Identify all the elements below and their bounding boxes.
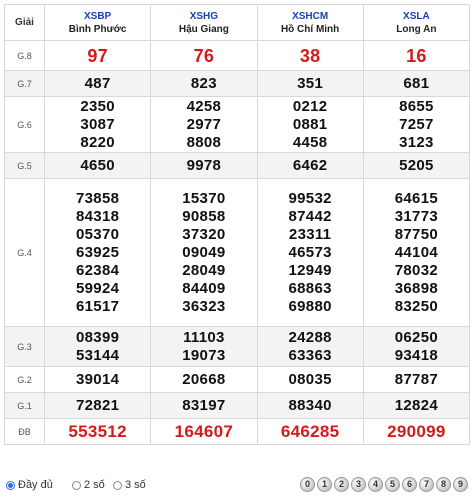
result-cell: [45, 41, 151, 71]
province-header-hg[interactable]: [151, 5, 257, 41]
result-number: 11103: [183, 328, 225, 346]
province-name: Bình Phước: [68, 23, 127, 35]
result-number: 6462: [292, 156, 328, 174]
prize-row: [5, 179, 470, 327]
result-cell: [45, 367, 151, 393]
prize-row: [5, 419, 470, 445]
header-row: [5, 5, 470, 41]
result-cell: [363, 97, 469, 153]
result-cell: [151, 179, 257, 327]
result-number: 84409: [182, 279, 226, 297]
result-cell: [151, 419, 257, 445]
result-number: 823: [190, 74, 217, 92]
result-cell: [363, 367, 469, 393]
digit-ball[interactable]: 9: [453, 477, 468, 492]
result-cell: [151, 41, 257, 71]
results-body: [5, 41, 470, 445]
result-cell: [363, 71, 469, 97]
option-3-digits[interactable]: [113, 479, 146, 491]
result-cell: [151, 97, 257, 153]
prize-label: G.4: [5, 179, 45, 327]
result-number: 69880: [288, 297, 332, 315]
result-number: 87442: [288, 207, 332, 225]
result-number: 73858: [76, 189, 120, 207]
digit-ball[interactable]: 7: [419, 477, 434, 492]
result-number: 16: [406, 45, 427, 66]
result-cell: [257, 419, 363, 445]
result-number: 553512: [68, 421, 127, 441]
result-number: 59924: [76, 279, 120, 297]
result-number: 646285: [280, 421, 340, 441]
result-number: 2977: [186, 115, 222, 133]
result-number: 90858: [182, 207, 226, 225]
result-number: 61517: [76, 297, 120, 315]
digit-ball[interactable]: 6: [402, 477, 417, 492]
result-number: 2350: [80, 97, 115, 115]
display-options-bar: [4, 477, 470, 497]
option-full-label: Đầy đủ: [18, 479, 53, 491]
result-cell: [257, 71, 363, 97]
option-3-digits-label: 3 số: [125, 479, 146, 491]
result-number: 5205: [399, 156, 434, 174]
result-number: 08035: [288, 370, 332, 388]
result-number: 9978: [186, 156, 222, 174]
result-number: 78032: [394, 261, 438, 279]
result-cell: [363, 153, 469, 179]
result-number: 93418: [394, 346, 438, 364]
result-number: 4258: [186, 97, 222, 115]
result-cell: [257, 393, 363, 419]
digit-ball[interactable]: 8: [436, 477, 451, 492]
result-number: 8655: [399, 97, 434, 115]
result-number: 164607: [174, 421, 234, 441]
digit-ball[interactable]: 3: [351, 477, 366, 492]
result-number: 64615: [394, 189, 438, 207]
result-number: 09049: [182, 243, 226, 261]
prize-row: [5, 327, 470, 367]
prize-row: [5, 367, 470, 393]
prize-label: G.8: [5, 41, 45, 71]
province-name: Long An: [396, 23, 437, 35]
result-number: 487: [84, 74, 111, 92]
province-name: Hậu Giang: [178, 23, 229, 35]
prize-row: [5, 41, 470, 71]
result-number: 76: [193, 45, 215, 66]
result-cell: [151, 71, 257, 97]
result-cell: [151, 327, 257, 367]
result-number: 351: [297, 74, 324, 92]
result-cell: [257, 327, 363, 367]
result-number: 20668: [182, 370, 226, 388]
option-2-digits[interactable]: [72, 479, 105, 491]
result-cell: [363, 393, 469, 419]
result-number: 3123: [399, 133, 434, 151]
prize-label: G.2: [5, 367, 45, 393]
result-number: 06250: [394, 328, 438, 346]
result-number: 97: [87, 45, 108, 66]
prize-label: ĐB: [5, 419, 45, 445]
radio-3-digits[interactable]: [113, 481, 122, 490]
result-number: 31773: [394, 207, 438, 225]
result-number: 99532: [288, 189, 332, 207]
province-name: Hồ Chí Minh: [280, 23, 340, 35]
result-number: 83250: [394, 297, 438, 315]
radio-full[interactable]: [6, 481, 15, 490]
result-number: 4650: [80, 156, 115, 174]
result-cell: [45, 179, 151, 327]
result-number: 83197: [182, 396, 226, 414]
result-cell: [45, 153, 151, 179]
result-cell: [45, 71, 151, 97]
radio-2-digits[interactable]: [72, 481, 81, 490]
province-code[interactable]: XSHG: [189, 10, 219, 22]
result-number: 28049: [182, 261, 226, 279]
result-number: 08399: [76, 328, 120, 346]
province-header-bp[interactable]: [45, 5, 151, 41]
result-number: 290099: [387, 421, 446, 441]
digit-ball[interactable]: 0: [300, 477, 315, 492]
result-number: 3087: [80, 115, 115, 133]
result-cell: [257, 179, 363, 327]
result-number: 53144: [76, 346, 120, 364]
province-code[interactable]: XSLA: [403, 10, 430, 22]
result-number: 0881: [292, 115, 328, 133]
result-number: 24288: [288, 328, 332, 346]
result-cell: [363, 179, 469, 327]
prize-label: G.7: [5, 71, 45, 97]
digit-filter-balls: [298, 477, 468, 492]
result-cell: [257, 153, 363, 179]
result-cell: [45, 97, 151, 153]
result-number: 8220: [80, 133, 115, 151]
result-cell: [363, 419, 469, 445]
result-number: 05370: [76, 225, 120, 243]
result-number: 87750: [394, 225, 438, 243]
province-header-la[interactable]: [363, 5, 469, 41]
prize-label: G.6: [5, 97, 45, 153]
prize-label: G.3: [5, 327, 45, 367]
result-number: 681: [403, 74, 430, 92]
prize-column-header: Giải: [5, 5, 45, 41]
result-number: 84318: [76, 207, 120, 225]
result-number: 4458: [292, 133, 328, 151]
province-code[interactable]: XSBP: [84, 10, 112, 22]
result-number: 39014: [76, 370, 120, 388]
result-number: 36898: [394, 279, 438, 297]
result-number: 46573: [288, 243, 332, 261]
result-number: 63925: [76, 243, 120, 261]
digit-ball[interactable]: 1: [317, 477, 332, 492]
result-cell: [257, 367, 363, 393]
result-cell: [363, 327, 469, 367]
lottery-results-table: [4, 4, 470, 445]
prize-row: [5, 153, 470, 179]
digit-ball[interactable]: 5: [385, 477, 400, 492]
prize-label: G.5: [5, 153, 45, 179]
result-number: 87787: [394, 370, 438, 388]
result-cell: [257, 41, 363, 71]
prize-label: G.1: [5, 393, 45, 419]
result-number: 88340: [288, 396, 332, 414]
result-number: 15370: [182, 189, 226, 207]
result-number: 62384: [76, 261, 120, 279]
result-cell: [151, 367, 257, 393]
result-cell: [363, 41, 469, 71]
result-cell: [45, 327, 151, 367]
result-number: 0212: [292, 97, 328, 115]
result-number: 72821: [76, 396, 120, 414]
result-number: 38: [299, 45, 321, 66]
result-cell: [45, 393, 151, 419]
prize-row: [5, 393, 470, 419]
result-cell: [151, 153, 257, 179]
result-number: 12949: [288, 261, 332, 279]
prize-row: [5, 97, 470, 153]
result-number: 23311: [288, 225, 332, 243]
result-number: 8808: [186, 133, 222, 151]
result-number: 44104: [394, 243, 438, 261]
option-2-digits-label: 2 số: [84, 479, 105, 491]
result-number: 68863: [288, 279, 332, 297]
result-number: 7257: [399, 115, 434, 133]
result-number: 12824: [394, 396, 438, 414]
result-number: 36323: [182, 297, 226, 315]
prize-row: [5, 71, 470, 97]
province-code[interactable]: XSHCM: [292, 10, 329, 22]
result-number: 37320: [182, 225, 226, 243]
result-cell: [151, 393, 257, 419]
province-header-hcm[interactable]: [257, 5, 363, 41]
result-cell: [257, 97, 363, 153]
option-full[interactable]: [6, 479, 53, 491]
result-cell: [45, 419, 151, 445]
digit-ball[interactable]: 2: [334, 477, 349, 492]
result-number: 19073: [182, 346, 226, 364]
digit-ball[interactable]: 4: [368, 477, 383, 492]
result-number: 63363: [288, 346, 332, 364]
